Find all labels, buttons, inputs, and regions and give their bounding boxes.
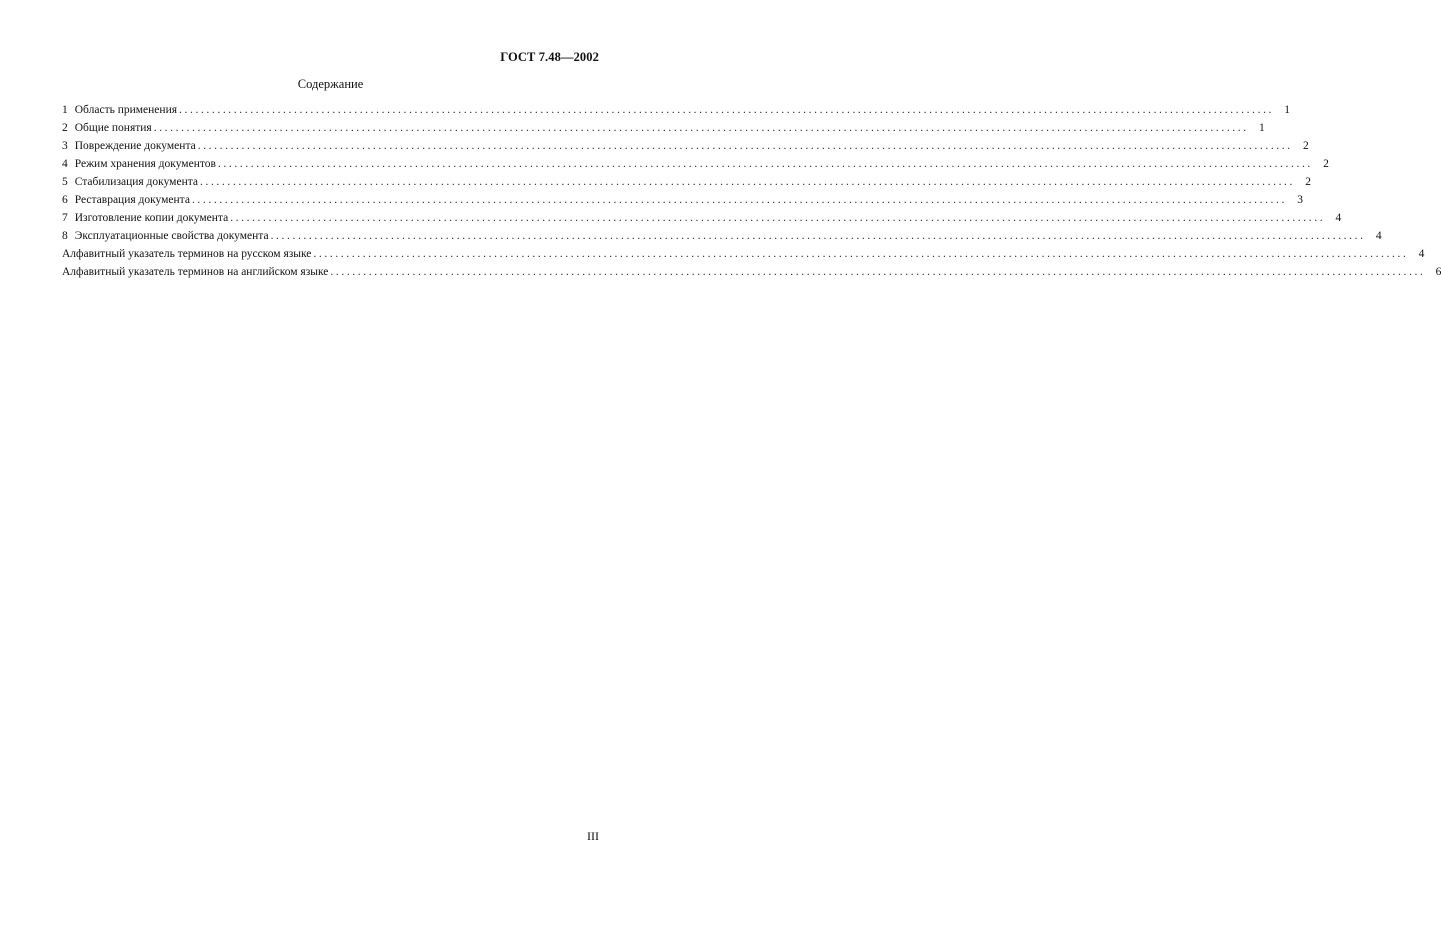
toc-entry[interactable] bbox=[62, 227, 1382, 245]
toc-entry-page: 1 bbox=[1258, 122, 1265, 134]
toc-entry-page: 4 bbox=[1375, 230, 1382, 242]
toc-dot-leader: ........................................................................................................................................................................................................ bbox=[200, 176, 1295, 188]
toc-dot-leader: ........................................................................................................................................................................................................ bbox=[153, 122, 1249, 134]
toc-entry-label bbox=[62, 209, 230, 227]
toc-entry-label bbox=[62, 245, 313, 263]
toc-entry-text: Стабилизация документа bbox=[74, 176, 198, 188]
toc-dot-leader: ........................................................................................................................................................................................................ bbox=[179, 104, 1275, 116]
toc-dot-leader: ........................................................................................................................................................................................................ bbox=[330, 266, 1426, 278]
toc-entry[interactable] bbox=[62, 119, 1265, 137]
toc-entry-number: 2 bbox=[62, 122, 68, 134]
toc-entry-number: 1 bbox=[62, 104, 68, 116]
document-code: ГОСТ 7.48—2002 bbox=[500, 50, 599, 64]
toc-entry-page: 2 bbox=[1305, 176, 1311, 188]
toc-title: Содержание bbox=[297, 77, 364, 91]
toc-entry-number: 8 bbox=[62, 230, 68, 242]
toc-entry-number: 6 bbox=[62, 194, 68, 206]
toc-entry[interactable] bbox=[62, 191, 1303, 209]
toc-entry-label bbox=[62, 263, 330, 281]
toc-entry-number: 4 bbox=[62, 158, 68, 170]
toc-dot-leader: ........................................................................................................................................................................................................ bbox=[197, 140, 1293, 152]
toc-entry-label bbox=[62, 191, 192, 209]
toc-dot-leader: ........................................................................................................................................................................................................ bbox=[230, 212, 1326, 224]
toc-entry-label bbox=[62, 155, 218, 173]
toc-entry-number: 7 bbox=[62, 212, 68, 224]
toc-entry-text: Режим хранения документов bbox=[74, 158, 216, 170]
toc-entry-text: Эксплуатационные свойства документа bbox=[74, 230, 269, 242]
toc-entry-page: 3 bbox=[1297, 194, 1303, 206]
toc-entry-text: Реставрация документа bbox=[74, 194, 190, 206]
toc-dot-leader: ........................................................................................................................................................................................................ bbox=[191, 194, 1287, 206]
toc-entry-page: 4 bbox=[1335, 212, 1342, 224]
toc-dot-leader: ........................................................................................................................................................................................................ bbox=[217, 158, 1313, 170]
toc-entry-label bbox=[62, 101, 179, 119]
toc-entry-label bbox=[62, 119, 154, 137]
toc-entry[interactable] bbox=[62, 209, 1342, 227]
table-of-contents bbox=[62, 101, 1441, 281]
toc-entry-text: Область применения bbox=[74, 104, 178, 116]
toc-entry-page: 1 bbox=[1284, 104, 1291, 116]
toc-entry[interactable] bbox=[62, 155, 1329, 173]
toc-entry-text: Алфавитный указатель терминов на английском языке bbox=[62, 266, 329, 278]
toc-entry-label bbox=[62, 137, 198, 155]
page-number: III bbox=[587, 829, 599, 843]
toc-entry-page: 4 bbox=[1418, 248, 1425, 260]
toc-entry[interactable] bbox=[62, 173, 1311, 191]
toc-entry-page: 2 bbox=[1302, 140, 1309, 152]
toc-entry-label bbox=[62, 173, 200, 191]
toc-entry-text: Изготовление копии документа bbox=[74, 212, 229, 224]
toc-entry-page: 6 bbox=[1435, 266, 1441, 278]
toc-entry[interactable] bbox=[62, 137, 1309, 155]
toc-entry-number: 3 bbox=[62, 140, 68, 152]
toc-entry-text: Повреждение документа bbox=[74, 140, 196, 152]
toc-entry[interactable] bbox=[62, 263, 1441, 281]
toc-entry-label bbox=[62, 227, 271, 245]
toc-dot-leader: ........................................................................................................................................................................................................ bbox=[313, 248, 1409, 260]
toc-dot-leader: ........................................................................................................................................................................................................ bbox=[270, 230, 1366, 242]
toc-entry-number: 5 bbox=[62, 176, 68, 188]
toc-entry[interactable] bbox=[62, 245, 1425, 263]
toc-entry[interactable] bbox=[62, 101, 1291, 119]
toc-entry-text: Алфавитный указатель терминов на русском языке bbox=[62, 248, 312, 260]
toc-entry-page: 2 bbox=[1323, 158, 1329, 170]
toc-entry-text: Общие понятия bbox=[74, 122, 152, 134]
